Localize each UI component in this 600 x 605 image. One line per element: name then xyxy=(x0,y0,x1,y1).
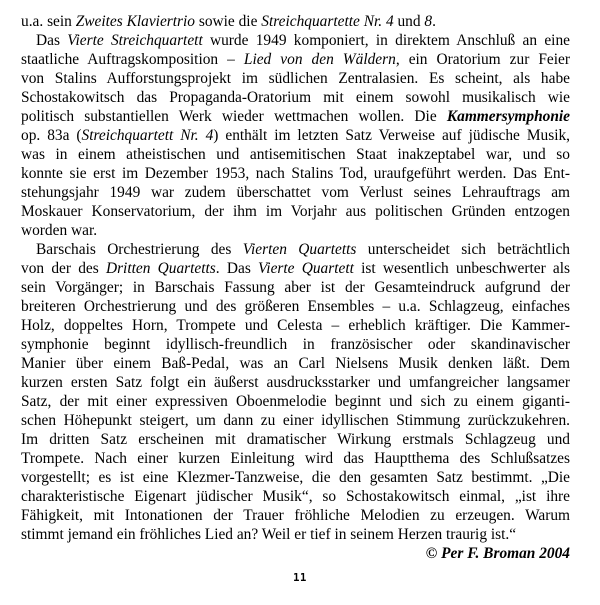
text-line xyxy=(21,487,570,506)
text-run: stehungsjahr 1949 war zudem überschattet vom Verlust seines Lehrauftrags am xyxy=(21,184,570,201)
text-run: stimmt jemand ein fröhliches Lied an? Weil er tief in seinem Herzen traurig ist.“ xyxy=(21,526,517,543)
text-line xyxy=(21,126,570,145)
text-run: Dritten Quartetts xyxy=(105,260,216,277)
text-line xyxy=(21,164,570,183)
text-run: Zweites Klaviertrio xyxy=(75,13,195,30)
text-run: staatliche Auftragskomposition – xyxy=(21,51,244,68)
text-line xyxy=(21,468,570,487)
text-line xyxy=(21,259,570,278)
text-run: op. 83a ( xyxy=(21,127,82,144)
text-line xyxy=(21,297,570,316)
text-line xyxy=(21,449,570,468)
paragraph xyxy=(21,240,570,544)
text-run: ) enthält im letzten Satz Verweise auf jüdische Musik, xyxy=(213,127,570,144)
paragraph xyxy=(21,31,570,240)
text-run: Streichquartette Nr. 4 xyxy=(261,13,394,30)
text-run: Trompete. Nach einer kurzen Einleitung wird das Hauptthema des Schlußsatzes xyxy=(21,450,570,467)
text-line xyxy=(21,278,570,297)
text-run: Satz, der mit einer expressiven Oboenmelodie beginnt und sich zu einem giganti- xyxy=(21,393,570,410)
text-line xyxy=(21,316,570,335)
text-run: Holz, doppeltes Horn, Trompete und Celesta – erheblich kräftiger. Die Kammer- xyxy=(21,317,570,334)
text-run: Vierte Quartett xyxy=(258,260,354,277)
text-line xyxy=(21,145,570,164)
text-run: Streichquartett Nr. 4 xyxy=(81,127,214,144)
text-run: von der des xyxy=(21,260,106,277)
text-line xyxy=(21,202,570,221)
text-run: Vierten Quartetts xyxy=(242,241,357,258)
text-run: schen Höhepunkt steigert, um dann zu einer idyllischen Stimmung zurückzukehren. xyxy=(21,412,570,429)
text-run: Kammersymphonie xyxy=(446,108,570,125)
text-run: Manier über einem Baß-Pedal, was an Carl Nielsens Musik denken läßt. Dem xyxy=(21,355,570,372)
text-run: Fähigkeit, mit Intonationen der Trauer fröhliche Melodien zu erzeugen. Warum xyxy=(21,507,570,524)
text-run: worden war. xyxy=(21,222,98,239)
text-run: , ein Oratorium zur Feier xyxy=(395,51,570,68)
text-line xyxy=(21,392,570,411)
text-run: Lied von den Wäldern xyxy=(243,51,396,68)
text-run: vorgestellt; es ist eine Klezmer-Tanzweise, die den gesamten Satz bestimmt. „Die xyxy=(21,469,570,486)
text-run: unterscheidet sich beträchtlich xyxy=(356,241,570,258)
text-line xyxy=(21,335,570,354)
text-run: . Das xyxy=(215,260,259,277)
text-line xyxy=(21,88,570,107)
text-run: Barschais Orchestrierung des xyxy=(36,241,243,258)
text-line xyxy=(21,354,570,373)
text-run: Vierte Streichquartett xyxy=(67,32,203,49)
text-line xyxy=(21,12,570,31)
text-line xyxy=(21,411,570,430)
text-run: Das xyxy=(36,32,68,49)
page-number: 11 xyxy=(293,572,307,584)
text-run: breiteren Orchestrierung und des größeren Ensembles – u.a. Schlagzeug, einfaches xyxy=(21,298,570,315)
text-line xyxy=(21,183,570,202)
copyright-credit: © Per F. Broman 2004 xyxy=(425,545,570,562)
text-run: 8 xyxy=(424,13,433,30)
text-run: charakteristische Eigenart jüdischer Musik“, so Schostakowitsch einmal, „ist ihre xyxy=(21,488,570,505)
text-run: konnte sie erst im Dezember 1953, nach Stalins Tod, uraufgeführt werden. Das Ent- xyxy=(21,165,570,182)
text-line xyxy=(21,430,570,449)
text-run: ist wesentlich unbeschwerter als xyxy=(353,260,570,277)
paragraph xyxy=(21,12,570,31)
text-run: wurde 1949 komponiert, in direktem Anschluß an eine xyxy=(202,32,570,49)
text-line xyxy=(21,107,570,126)
text-run: Schostakowitsch das Propaganda-Oratorium mit einem sowohl musikalisch wie xyxy=(21,89,570,106)
text-line xyxy=(21,31,570,50)
text-line xyxy=(21,373,570,392)
text-run: von Stalins Aufforstungsprojekt im südlichen Zentralasien. Es scheint, als habe xyxy=(21,70,570,87)
text-line xyxy=(21,221,570,240)
text-run: Im dritten Satz erscheinen mit dramatischer Wirkung erstmals Schlagzeug und xyxy=(21,431,570,448)
text-line xyxy=(21,240,570,259)
text-run: sowie die xyxy=(195,13,262,30)
text-line xyxy=(21,506,570,525)
text-run: sein Vorgänger; in Barschais Fassung aber ist der Gesamteindruck aufgrund der xyxy=(21,279,570,296)
text-run: Moskauer Konservatorium, der ihm im Vorjahr aus politischen Gründen entzogen xyxy=(21,203,570,220)
text-run: symphonie beginnt idyllisch-freundlich in französischer oder skandinavischer xyxy=(21,336,570,353)
text-line xyxy=(21,69,570,88)
text-run: politisch substantiellen Werk wieder wettmachen wollen. Die xyxy=(21,108,447,125)
text-run: was in einem atheistischen und antisemitischen Staat inakzeptabel war, und so xyxy=(21,146,570,163)
text-run: kurzen ersten Satz folgt ein äußerst ausdrucksstarker und umfangreicher langsamer xyxy=(21,374,570,391)
text-line xyxy=(21,50,570,69)
text-line xyxy=(21,525,570,544)
text-run: u.a. sein xyxy=(21,13,76,30)
text-run: . xyxy=(432,13,436,30)
text-run: und xyxy=(393,13,425,30)
